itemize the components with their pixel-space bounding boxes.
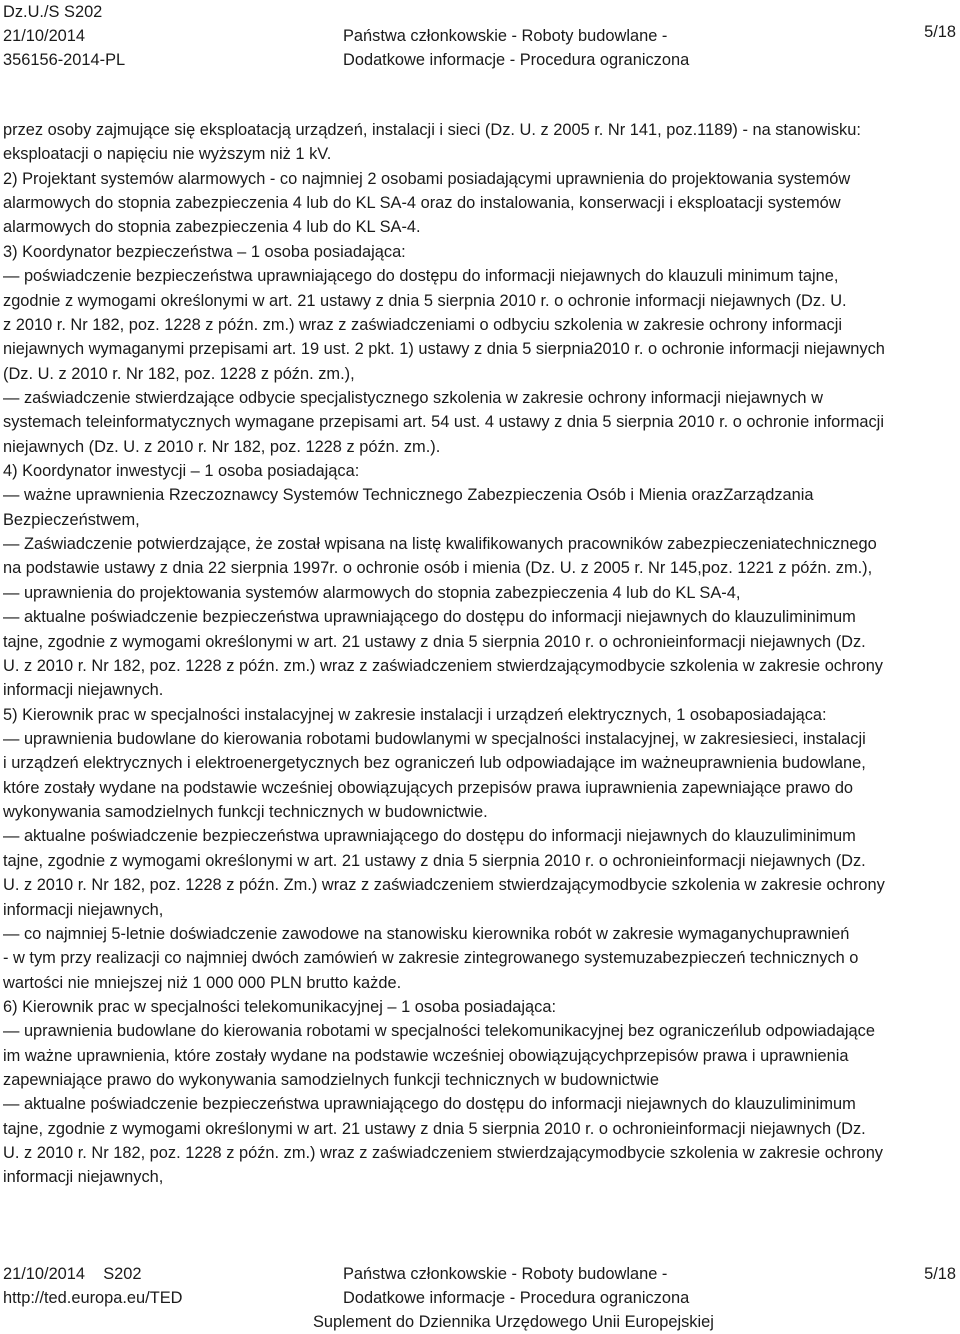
body-text-line: 6) Kierownik prac w specjalności telekomunikacyjnej – 1 osoba posiadająca:	[3, 997, 557, 1016]
body-text-line: U. z 2010 r. Nr 182, poz. 1228 z późn. Zm.) wraz z zaświadczeniem stwierdzającymodbycie szkolenia w zakresie ochrony	[3, 876, 885, 895]
body-text-line: U. z 2010 r. Nr 182, poz. 1228 z późn. zm.) wraz z zaświadczeniem stwierdzającymodbycie szkolenia w zakresie ochrony	[3, 1144, 884, 1163]
body-text-line: zgodnie z wymogami określonymi w art. 21 ustawy z dnia 5 sierpnia 2010 r. o ochronie informacji niejawnych (Dz. U.	[3, 291, 847, 310]
body-text-line: systemach teleinformatycznych wymagane przepisami art. 54 ust. 4 ustawy z dnia 5 sierpnia 2010 r. o ochronie informacji	[3, 413, 884, 432]
body-text-line: wykonywania samodzielnych funkcji technicznych w budownictwie.	[3, 803, 488, 822]
body-text-line: i urządzeń elektrycznych i elektroenergetycznych bez ograniczeń lub odpowiadające im ważneuprawnienia budowlane,	[3, 754, 866, 773]
body-text-line: — aktualne poświadczenie bezpieczeństwa uprawniającego do dostępu do informacji niejawnych do klauzuliminimum	[3, 827, 856, 846]
body-text-line: niejawnych (Dz. U. z 2010 r. Nr 182, poz. 1228 z późn. zm.).	[3, 437, 441, 456]
footer-publication-name: Suplement do Dziennika Urzędowego Unii Europejskiej	[313, 1313, 714, 1331]
body-text-line: (Dz. U. z 2010 r. Nr 182, poz. 1228 z późn. zm.),	[3, 364, 355, 383]
body-text-line: które zostały wydane na podstawie wcześniej obowiązujących przepisów prawa iuprawnienia zapewniające prawo do	[3, 778, 854, 797]
body-text-line: 5) Kierownik prac w specjalności instalacyjnej w zakresie instalacji i urządzeń elektrycznych, 1 osobaposiadająca:	[3, 705, 827, 724]
header-title-line-1: Państwa członkowskie - Roboty budowlane -	[343, 27, 668, 45]
body-text-line: niejawnych wymaganymi przepisami art. 19 ust. 2 pkt. 1) ustawy z dnia 5 sierpnia2010 r. o ochronie informacji niejawnych	[3, 340, 885, 359]
header-document-info	[3, 0, 125, 72]
body-text-line: — ważne uprawnienia Rzeczoznawcy Systemów Technicznego Zabezpieczenia Osób i Mienia orazZarządzania	[3, 486, 814, 505]
footer-title-line-2: Dodatkowe informacje - Procedura ograniczona	[343, 1289, 690, 1307]
body-text-line: 4) Koordynator inwestycji – 1 osoba posiadająca:	[3, 462, 360, 481]
body-text-line: im ważne uprawnienia, które zostały wydane na podstawie wcześniej obowiązującychprzepisów prawa i uprawnienia	[3, 1046, 849, 1065]
body-text-line: alarmowych do stopnia zabezpieczenia 4 lub do KL SA-4.	[3, 218, 421, 237]
body-text-line: tajne, zgodnie z wymogami określonymi w art. 21 ustawy z dnia 5 sierpnia 2010 r. o ochronieinformacji niejawnych (Dz.	[3, 851, 866, 870]
footer-document-info	[3, 1262, 183, 1310]
body-text-line: U. z 2010 r. Nr 182, poz. 1228 z późn. zm.) wraz z zaświadczeniem stwierdzającymodbycie szkolenia w zakresie ochrony	[3, 656, 884, 675]
footer-page-number: 5/18	[924, 1265, 956, 1283]
footer-title	[343, 1262, 689, 1310]
body-text-line: Bezpieczeństwem,	[3, 510, 140, 529]
body-text-line: - w tym przy realizacji co najmniej dwóch zamówień w zakresie zintegrowanego systemuzabezpieczeń technicznych o	[3, 949, 859, 968]
header-page-number: 5/18	[924, 23, 956, 41]
body-text-line: 3) Koordynator bezpieczeństwa – 1 osoba posiadająca:	[3, 242, 406, 261]
body-text-line: — aktualne poświadczenie bezpieczeństwa uprawniającego do dostępu do informacji niejawnych do klauzuliminimum	[3, 1095, 856, 1114]
body-text-line: — poświadczenie bezpieczeństwa uprawniającego do dostępu do informacji niejawnych do klauzuli minimum tajne,	[3, 267, 839, 286]
body-text-line: — uprawnienia do projektowania systemów alarmowych do stopnia zabezpieczenia 4 lub do KL SA-4,	[3, 583, 741, 602]
body-text-line: eksploatacji o napięciu nie wyższym niż 1 kV.	[3, 145, 332, 164]
body-text-line: tajne, zgodnie z wymogami określonymi w art. 21 ustawy z dnia 5 sierpnia 2010 r. o ochronieinformacji niejawnych (Dz.	[3, 632, 866, 651]
footer-title-line-1: Państwa członkowskie - Roboty budowlane -	[343, 1265, 668, 1283]
body-text-line: zapewniające prawo do wykonywania samodzielnych funkcji technicznych w budownictwie	[3, 1071, 659, 1090]
body-text-line: tajne, zgodnie z wymogami określonymi w art. 21 ustawy z dnia 5 sierpnia 2010 r. o ochronieinformacji niejawnych (Dz.	[3, 1119, 866, 1138]
body-text-line: 2) Projektant systemów alarmowych - co najmniej 2 osobami posiadającymi uprawnienia do projektowania systemów	[3, 169, 851, 188]
body-text-line: informacji niejawnych.	[3, 681, 164, 700]
header-spacer	[343, 0, 689, 24]
document-body	[3, 118, 959, 1190]
header-journal-ref: Dz.U./S S202	[3, 3, 103, 21]
body-text-line: — aktualne poświadczenie bezpieczeństwa uprawniającego do dostępu do informacji niejawnych do klauzuliminimum	[3, 608, 856, 627]
body-text-line: informacji niejawnych,	[3, 900, 164, 919]
footer-url[interactable]: http://ted.europa.eu/TED	[3, 1289, 183, 1307]
body-text-line: przez osoby zajmujące się eksploatacją urządzeń, instalacji i sieci (Dz. U. z 2005 r. Nr 141, poz.1189) - na stanowisku:	[3, 121, 861, 139]
body-text-line: — Zaświadczenie potwierdzające, że został wpisana na listę kwalifikowanych pracowników zabezpieczeniatechnicznego	[3, 535, 877, 554]
body-text-line: alarmowych do stopnia zabezpieczenia 4 lub do KL SA-4 oraz do instalowania, konserwacji i eksploatacji systemów	[3, 194, 841, 213]
body-text-line: — zaświadczenie stwierdzające odbycie specjalistycznego szkolenia w zakresie ochrony informacji niejawnych w	[3, 388, 823, 407]
footer-date-issue: 21/10/2014 S202	[3, 1265, 142, 1283]
body-text-line: na podstawie ustawy z dnia 22 sierpnia 1997r. o ochronie osób i mienia (Dz. U. z 2005 r. Nr 145,poz. 1221 z późn. zm.),	[3, 559, 873, 578]
header-title-line-2: Dodatkowe informacje - Procedura ograniczona	[343, 51, 690, 69]
body-text-line: wartości nie mniejszej niż 1 000 000 PLN brutto każde.	[3, 973, 402, 992]
header-notice-number: 356156-2014-PL	[3, 51, 126, 69]
body-text-line: — uprawnienia budowlane do kierowania robotami budowlanymi w specjalności instalacyjnej, w zakresiesieci, instalacji	[3, 729, 866, 748]
body-text-line: informacji niejawnych,	[3, 1168, 164, 1187]
header-date: 21/10/2014	[3, 27, 86, 45]
body-text-line: — co najmniej 5-letnie doświadczenie zawodowe na stanowisku kierownika robót w zakresie wymaganychuprawnień	[3, 924, 850, 943]
header-title	[343, 0, 689, 72]
body-text-line: — uprawnienia budowlane do kierowania robotami w specjalności telekomunikacyjnej bez ograniczeńlub odpowiadające	[3, 1022, 875, 1041]
body-text-line: z 2010 r. Nr 182, poz. 1228 z późn. zm.) wraz z zaświadczeniami o odbyciu szkolenia w zakresie ochrony informacji	[3, 315, 843, 334]
